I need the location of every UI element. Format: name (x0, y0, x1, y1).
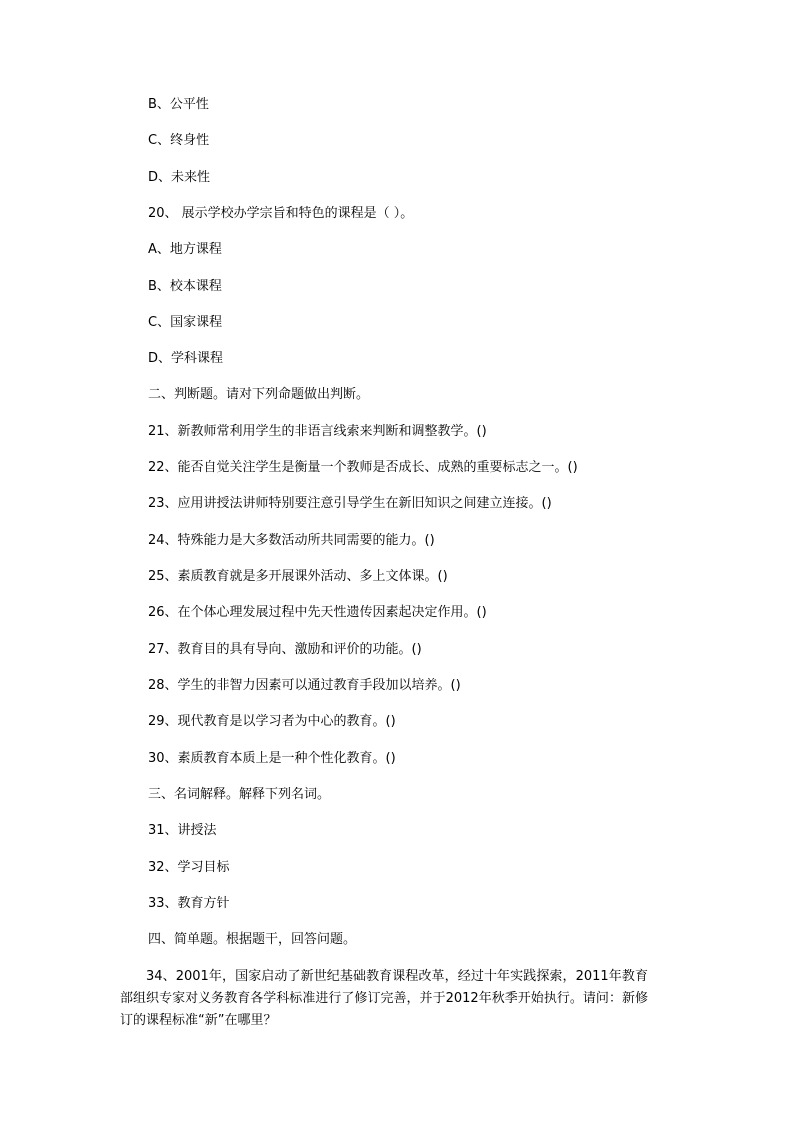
question-30: 30、素质教育本质上是一种个性化教育。() (148, 751, 396, 766)
section-heading-judgement: 二、判断题。请对下列命题做出判断。 (148, 387, 370, 402)
question-32: 32、学习目标 (148, 860, 230, 875)
question-21: 21、新教师常利用学生的非语言线索来判断和调整教学。() (148, 424, 487, 439)
question-23: 23、应用讲授法讲师特别要注意引导学生在新旧知识之间建立连接。() (148, 496, 552, 511)
question-20: 20、 展示学校办学宗旨和特色的课程是（ ）。 (148, 206, 414, 221)
question-33: 33、教育方针 (148, 896, 230, 911)
section-heading-terms: 三、名词解释。解释下列名词。 (148, 787, 331, 802)
section-heading-short-answer: 四、简单题。根据题干，回答问题。 (148, 932, 357, 947)
option-b-fairness: B、公平性 (148, 97, 209, 112)
question-27: 27、教育目的具有导向、激励和评价的功能。() (148, 642, 422, 657)
question-24: 24、特殊能力是大多数活动所共同需要的能力。() (148, 533, 435, 548)
option-c-lifelong: C、终身性 (148, 133, 210, 148)
question-28: 28、学生的非智力因素可以通过教育手段加以培养。() (148, 678, 461, 693)
question-22: 22、能否自觉关注学生是衡量一个教师是否成长、成熟的重要标志之一。() (148, 460, 578, 475)
question-25: 25、素质教育就是多开展课外活动、多上文体课。() (148, 569, 448, 584)
option-d-future: D、未来性 (148, 170, 211, 185)
question-26: 26、在个体心理发展过程中先天性遗传因素起决定作用。() (148, 605, 487, 620)
option-a-local-course: A、地方课程 (148, 242, 222, 257)
option-c-national-course: C、国家课程 (148, 315, 223, 330)
question-29: 29、现代教育是以学习者为中心的教育。() (148, 714, 396, 729)
option-b-school-course: B、校本课程 (148, 279, 222, 294)
option-d-subject-course: D、学科课程 (148, 351, 224, 366)
question-31: 31、讲授法 (148, 823, 217, 838)
question-34: 34、2001年，国家启动了新世纪基础教育课程改革，经过十年实践探索，2011年教育部组织专家对义务教育各学科标准进行了修订完善，并于2012年秋季开始执行。请问：新修订的课程标准“新”在哪里？ (120, 969, 648, 1028)
